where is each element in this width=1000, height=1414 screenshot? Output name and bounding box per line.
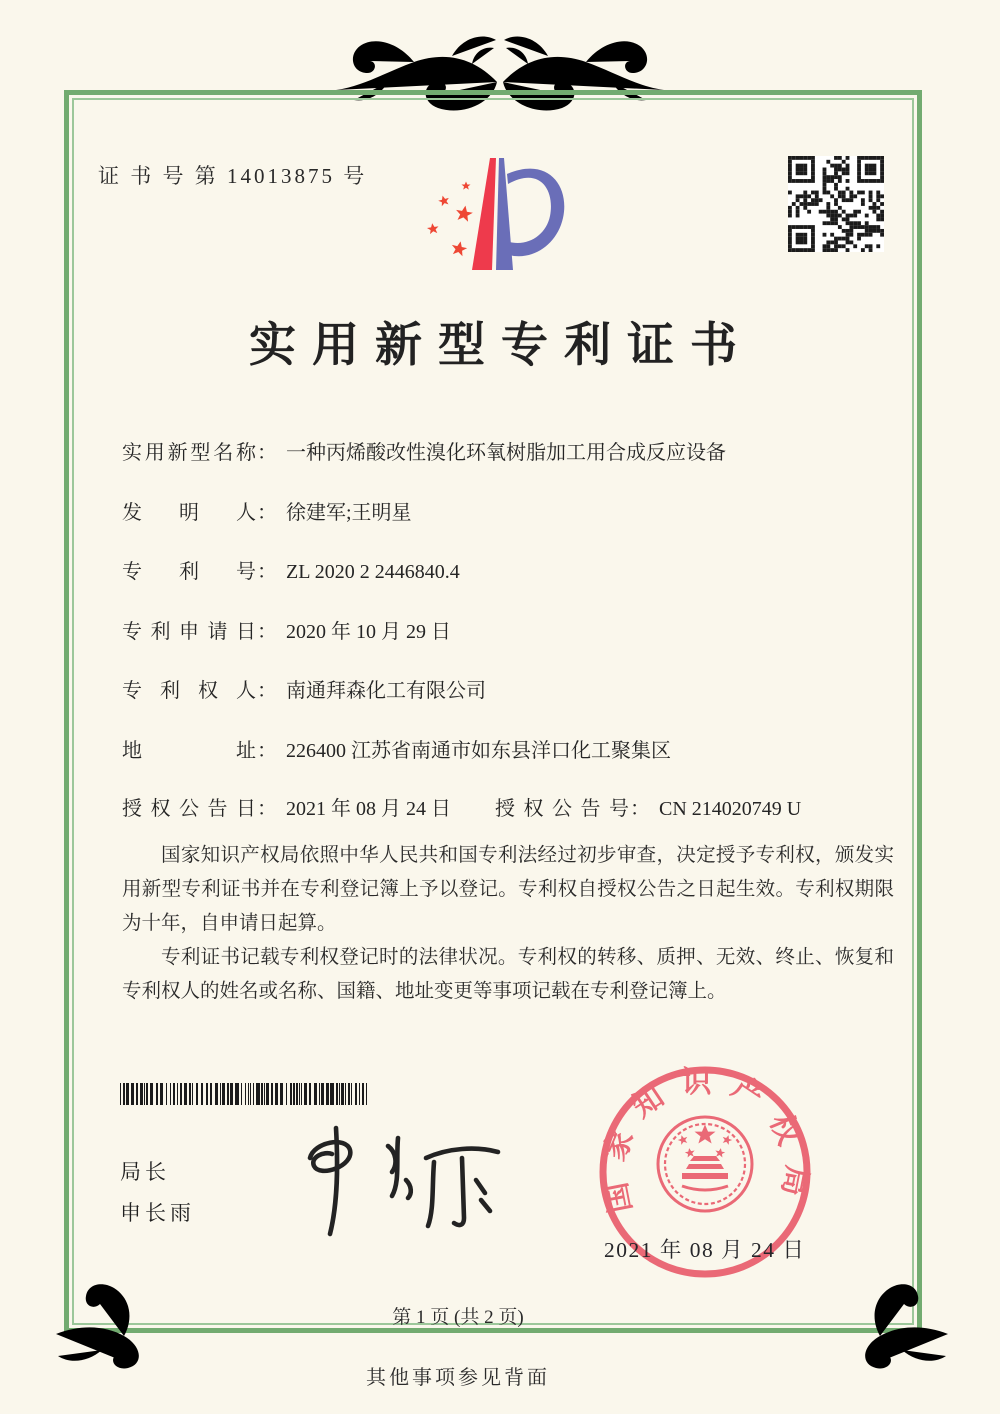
field-label: 专利号 [122, 561, 256, 583]
field-label: 专利权人 [122, 680, 256, 702]
field-value: 一种丙烯酸改性溴化环氧树脂加工用合成反应设备 [286, 442, 726, 464]
grant-row [122, 792, 801, 821]
field-label: 地址 [122, 739, 256, 762]
barcode-icon [120, 1083, 374, 1105]
field-patentee: 专利权人： 南通拜森化工有限公司 [122, 674, 902, 734]
seal-ring-text: 国家知识产权局 [596, 1065, 814, 1216]
qr-code-icon [788, 156, 884, 252]
logo-red-wedge [472, 158, 496, 270]
certificate-title: 实用新型专利证书 [249, 320, 753, 372]
field-label: 发明人 [122, 501, 256, 524]
legal-paragraph-1: 国家知识产权局依照中华人民共和国专利法经过初步审查，决定授予专利权，颁发实用新型专利证书并在专利登记簿上予以登记。专利权自授权公告之日起生效。专利权期限为十年，自申请日起算。 [122, 845, 894, 934]
logo-p-bowl [506, 169, 564, 257]
field-value: 徐建军;王明星 [286, 501, 412, 524]
field-address: 地址： 226400 江苏省南通市如东县洋口化工聚集区 [122, 734, 902, 794]
field-label: 授权公告号 [495, 798, 629, 820]
field-filing-date: 专利申请日： 2020 年 10 月 29 日 [122, 615, 902, 675]
field-value: CN 214020749 U [659, 798, 802, 820]
field-value: ZL 2020 2 2446840.4 [286, 561, 460, 583]
officer-name: 申长雨 [120, 1201, 195, 1225]
field-grant-date: 授权公告日： 2021 年 08 月 24 日 [122, 792, 490, 821]
certificate-fields [122, 436, 902, 793]
seal-date: 2021 年 08 月 24 日 [604, 1238, 806, 1262]
field-label: 授权公告日 [122, 798, 256, 820]
field-value: 2020 年 10 月 29 日 [286, 620, 451, 643]
back-side-note: 其他事项参见背面 [366, 1367, 550, 1389]
director-signature [280, 1124, 508, 1238]
legal-paragraph-2: 专利证书记载专利权登记时的法律状况。专利权的转移、质押、无效、终止、恢复和专利权人的姓名或名称、国籍、地址变更等事项记载在专利登记簿上。 [122, 947, 894, 1002]
field-value: 2021 年 08 月 24 日 [286, 798, 451, 820]
field-value: 南通拜森化工有限公司 [286, 680, 486, 702]
page-indicator: 第 1 页 (共 2 页) [392, 1307, 524, 1328]
legal-text [122, 839, 894, 1009]
field-patent-number: 专利号： ZL 2020 2 2446840.4 [122, 555, 902, 615]
field-grant-number: 授权公告号： CN 214020749 U [495, 792, 801, 821]
field-label: 实用新型名称 [122, 442, 256, 464]
field-label: 专利申请日 [122, 620, 256, 643]
field-inventor: 发明人： 徐建军;王明星 [122, 496, 902, 556]
field-utility-model-name: 实用新型名称： 一种丙烯酸改性溴化环氧树脂加工用合成反应设备 [122, 436, 902, 496]
field-value: 226400 江苏省南通市如东县洋口化工聚集区 [286, 739, 671, 762]
officer-title: 局长 [120, 1160, 170, 1184]
certificate-number: 证 书 号 第 14013875 号 [98, 164, 368, 188]
svg-text:国家知识产权局 [596, 1066, 813, 1215]
cnipa-logo-icon [400, 144, 580, 280]
